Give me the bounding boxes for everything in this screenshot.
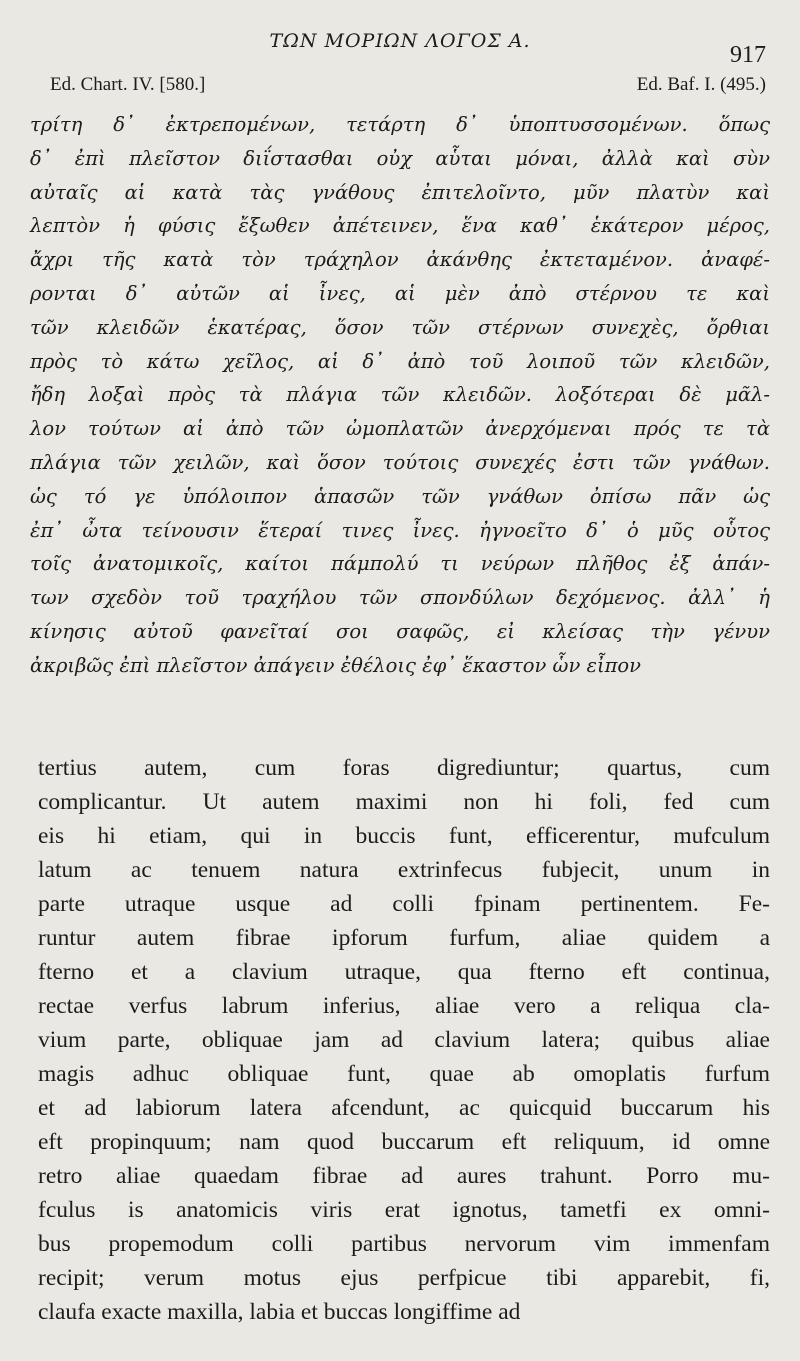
- latin-text-line: eft propinquum; nam quod buccarum eft reliquum, id omne: [38, 1129, 770, 1155]
- latin-text-line: parte utraque usque ad colli fpinam pertinentem. Fe-: [38, 891, 770, 917]
- greek-text-line: τρίτη δ᾽ ἐκτρεπομένων, τετάρτη δ᾽ ὑποπτυσσομένων. ὅπως: [30, 113, 770, 136]
- greek-text-line: ρονται δ᾽ αὐτῶν αἱ ἶνες, αἱ μὲν ἀπὸ στέρνου τε καὶ: [30, 281, 770, 305]
- greek-text-line: τοῖς ἀνατομικοῖς, καίτοι πάμπολύ τι νεύρων πλῆθος ἐξ ἁπάν-: [30, 552, 770, 576]
- latin-text-block: [38, 751, 770, 1329]
- edition-reference-line: [50, 74, 766, 96]
- greek-text-line: ἄχρι τῆς κατὰ τὸν τράχηλον ἀκάνθης ἐκτεταμένον. ἀναφέ-: [30, 248, 770, 272]
- latin-text-line: complicantur. Ut autem maximi non hi foli, fed cum: [38, 789, 770, 815]
- latin-text-line: magis adhuc obliquae funt, quae ab omoplatis furfum: [38, 1061, 770, 1087]
- latin-text-line: recipit; verum motus ejus perfpicue tibi apparebit, fi,: [38, 1265, 770, 1291]
- latin-text-line: rectae verfus labrum inferius, aliae vero a reliqua cla-: [38, 993, 770, 1019]
- latin-text-line: claufa exacte maxilla, labia et buccas longiffime ad: [38, 1299, 521, 1325]
- latin-text-line: bus propemodum colli partibus nervorum vim immenfam: [38, 1231, 770, 1257]
- greek-text-line: των σχεδὸν τοῦ τραχήλου τῶν σπονδύλων δεχόμενος. ἀλλ᾽ ἡ: [30, 586, 770, 610]
- greek-text-line: λον τούτων αἱ ἀπὸ τῶν ὠμοπλατῶν ἀνερχόμεναι πρός τε τὰ: [30, 417, 770, 441]
- latin-text-line: et ad labiorum latera afcendunt, ac quicquid buccarum his: [38, 1095, 770, 1121]
- edition-reference-left: Ed. Chart. IV. [580.]: [50, 74, 206, 95]
- greek-text-line: πλάγια τῶν χειλῶν, καὶ ὅσον τούτοις συνεχές ἐστι τῶν γνάθων.: [30, 450, 770, 474]
- latin-text-line: tertius autem, cum foras digrediuntur; quartus, cum: [38, 755, 770, 781]
- greek-text-block: [30, 108, 770, 683]
- latin-text-line: runtur autem fibrae ipforum furfum, aliae quidem a: [38, 925, 770, 951]
- greek-text-line: κίνησις αὐτοῦ φανεῖταί σοι σαφῶς, εἰ κλείσας τὴν γένυν: [30, 619, 770, 643]
- greek-text-line: πρὸς τὸ κάτω χεῖλος, αἱ δ᾽ ἀπὸ τοῦ λοιποῦ τῶν κλειδῶν,: [30, 349, 770, 373]
- latin-text-line: fculus is anatomicis viris erat ignotus, tametfi ex omni-: [38, 1197, 770, 1223]
- page-number: 917: [730, 42, 766, 68]
- greek-text-line: ἤδη λοξαὶ πρὸς τὰ πλάγια τῶν κλειδῶν. λοξότεραι δὲ μᾶλ-: [30, 383, 770, 407]
- edition-reference-right: Ed. Baf. I. (495.): [636, 74, 766, 95]
- greek-text-line: λεπτὸν ἡ φύσις ἔξωθεν ἀπέτεινεν, ἕνα καθ᾽ ἑκάτερον μέρος,: [30, 214, 770, 238]
- latin-text-line: vium parte, obliquae jam ad clavium latera; quibus aliae: [38, 1027, 770, 1053]
- running-title: ΤΩΝ ΜΟΡΙΩΝ ΛΟΓΟΣ Α.: [269, 30, 531, 52]
- latin-text-line: eis hi etiam, qui in buccis funt, efficerentur, mufculum: [38, 823, 770, 849]
- latin-text-line: fterno et a clavium utraque, qua fterno eft continua,: [38, 959, 770, 985]
- latin-text-line: latum ac tenuem natura extrinfecus fubjecit, unum in: [38, 857, 770, 883]
- greek-text-line: ὡς τό γε ὑπόλοιπον ἁπασῶν τῶν γνάθων ὀπίσω πᾶν ὡς: [30, 484, 770, 508]
- greek-text-line: τῶν κλειδῶν ἑκατέρας, ὅσον τῶν στέρνων συνεχὲς, ὄρθιαι: [30, 315, 770, 339]
- greek-text-line: ἐπ᾽ ὦτα τείνουσιν ἕτεραί τινες ἶνες. ἠγνοεῖτο δ᾽ ὁ μῦς οὗτος: [30, 518, 770, 542]
- greek-text-line: ἀκριβῶς ἐπὶ πλεῖστον ἀπάγειν ἐθέλοις ἐφ᾽ ἕκαστον ὧν εἶπον: [30, 653, 642, 677]
- greek-text-line: δ᾽ ἐπὶ πλεῖστον διΐστασθαι οὐχ αὗται μόναι, ἀλλὰ καὶ σὺν: [30, 146, 770, 170]
- latin-text-line: retro aliae quaedam fibrae ad aures trahunt. Porro mu-: [38, 1163, 770, 1189]
- greek-text-line: αὐταῖς αἱ κατὰ τὰς γνάθους ἐπιτελοῖντο, μῦν πλατὺν καὶ: [30, 180, 770, 204]
